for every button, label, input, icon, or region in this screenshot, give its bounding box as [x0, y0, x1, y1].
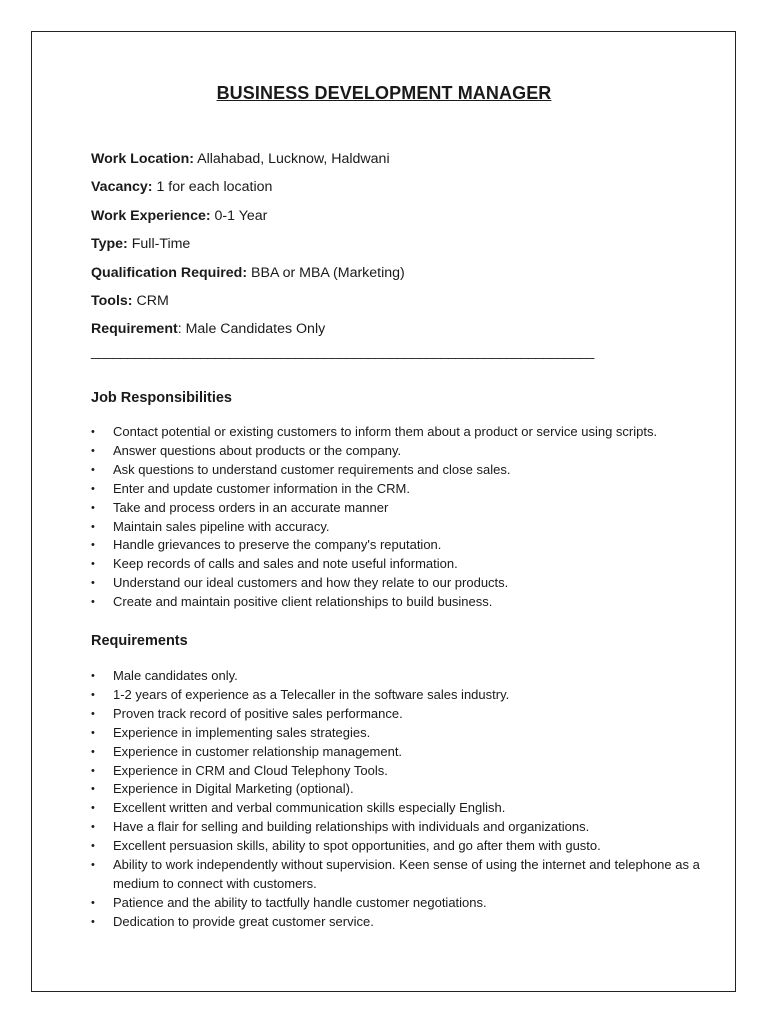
bullet-icon: • — [91, 539, 95, 552]
fact-qualification — [91, 262, 405, 290]
responsibilities-heading: Job Responsibilities — [91, 390, 232, 406]
bullet-icon: • — [91, 802, 95, 815]
bullet-icon: • — [91, 444, 95, 457]
list-item — [91, 762, 713, 781]
bullet-icon: • — [91, 577, 95, 590]
list-item-text: Take and process orders in an accurate manner — [113, 499, 389, 515]
list-item-text: Male candidates only. — [113, 668, 238, 683]
list-item-text: Maintain sales pipeline with accuracy. — [113, 518, 330, 534]
fact-type — [91, 233, 405, 261]
list-item-text: 1-2 years of experience as a Telecaller in the software sales industry. — [113, 686, 510, 702]
fact-vacancy — [91, 176, 405, 204]
list-item-text: Patience and the ability to tactfully handle customer negotiations. — [113, 894, 487, 910]
list-item-text: Create and maintain positive client relationships to build business. — [113, 594, 493, 610]
bullet-icon: • — [91, 501, 95, 514]
fact-value: 1 for each location — [152, 179, 273, 196]
fact-tools — [91, 290, 405, 318]
list-item — [91, 799, 713, 818]
list-item — [91, 837, 713, 856]
list-item — [91, 818, 713, 837]
list-item-text: Experience in Digital Marketing (optional). — [113, 781, 354, 797]
fact-work-location — [91, 148, 405, 176]
fact-label: Vacancy: — [91, 179, 153, 196]
fact-label: Tools: — [91, 292, 133, 309]
requirements-heading: Requirements — [91, 633, 188, 649]
list-item — [91, 705, 713, 724]
list-item-text: Have a flair for selling and building relationships with individuals and organizations. — [113, 819, 590, 835]
fact-label: Work Experience: — [91, 207, 211, 224]
bullet-icon: • — [91, 482, 95, 495]
fact-work-experience — [91, 205, 405, 233]
list-item-text: Keep records of calls and sales and note useful information. — [113, 556, 458, 572]
list-item-text: Excellent persuasion skills, ability to spot opportunities, and go after them with gusto. — [113, 838, 601, 854]
bullet-icon: • — [91, 520, 95, 533]
fact-value: CRM — [132, 292, 169, 309]
bullet-icon: • — [91, 859, 95, 872]
list-item — [91, 518, 657, 537]
list-item-text: Experience in customer relationship management. — [113, 743, 403, 759]
list-item-text: Dedication to provide great customer service. — [113, 913, 374, 929]
list-item — [91, 480, 657, 499]
fact-label: Work Location: — [91, 151, 194, 167]
bullet-icon: • — [91, 596, 95, 609]
job-facts — [91, 148, 405, 347]
list-item — [91, 913, 713, 932]
bullet-icon: • — [91, 915, 95, 928]
fact-value: BBA or MBA (Marketing) — [247, 264, 405, 281]
list-item — [91, 743, 713, 762]
bullet-icon: • — [91, 558, 95, 571]
fact-value: Allahabad, Lucknow, Haldwani — [194, 151, 390, 167]
list-item-text: Enter and update customer information in the CRM. — [113, 480, 410, 496]
bullet-icon: • — [91, 783, 95, 796]
bullet-icon: • — [91, 463, 95, 476]
responsibilities-list — [91, 423, 657, 612]
list-item — [91, 593, 657, 612]
requirements-list — [91, 667, 713, 932]
bullet-icon: • — [91, 670, 95, 682]
bullet-icon: • — [91, 764, 95, 777]
list-item — [91, 442, 657, 461]
list-item-text: Experience in CRM and Cloud Telephony Tools. — [113, 762, 388, 778]
fact-label: Type: — [91, 236, 128, 253]
list-item-text: Contact potential or existing customers to inform them about a product or service using scripts. — [113, 424, 658, 439]
bullet-icon: • — [91, 896, 95, 909]
list-item-text: Ask questions to understand customer requirements and close sales. — [113, 461, 511, 477]
bullet-icon: • — [91, 821, 95, 834]
bullet-icon: • — [91, 745, 95, 758]
bullet-icon: • — [91, 840, 95, 853]
bullet-icon: • — [91, 688, 95, 701]
list-item — [91, 574, 657, 593]
separator-line: _____________________________________________________________________ — [91, 343, 594, 359]
list-item-text: Understand our ideal customers and how they relate to our products. — [113, 575, 509, 591]
fact-value: Full-Time — [127, 236, 191, 253]
list-item-text: Proven track record of positive sales performance. — [113, 705, 403, 721]
document-title: BUSINESS DEVELOPMENT MANAGER — [216, 83, 552, 103]
list-item — [91, 461, 657, 480]
list-item-text: Answer questions about products or the company. — [113, 442, 402, 458]
list-item — [91, 423, 657, 442]
fact-value: : Male Candidates Only — [177, 321, 326, 338]
bullet-icon: • — [91, 426, 95, 438]
list-item — [91, 780, 713, 799]
list-item — [91, 686, 713, 705]
list-item — [91, 724, 713, 743]
fact-label: Requirement — [91, 321, 178, 338]
list-item — [91, 856, 713, 894]
list-item-text: Experience in implementing sales strategies. — [113, 724, 371, 740]
list-item — [91, 499, 657, 518]
bullet-icon: • — [91, 726, 95, 739]
list-item — [91, 667, 713, 686]
list-item-text: Ability to work independently without supervision. Keen sense of using the internet and telephone as a medium to connect with customers. — [113, 857, 700, 891]
list-item-text: Handle grievances to preserve the company's reputation. — [113, 537, 442, 553]
bullet-icon: • — [91, 707, 95, 720]
list-item-text: Excellent written and verbal communication skills especially English. — [113, 800, 506, 816]
list-item — [91, 555, 657, 574]
fact-value: 0-1 Year — [210, 207, 268, 224]
list-item — [91, 894, 713, 913]
fact-label: Qualification Required: — [91, 264, 248, 281]
list-item — [91, 536, 657, 555]
